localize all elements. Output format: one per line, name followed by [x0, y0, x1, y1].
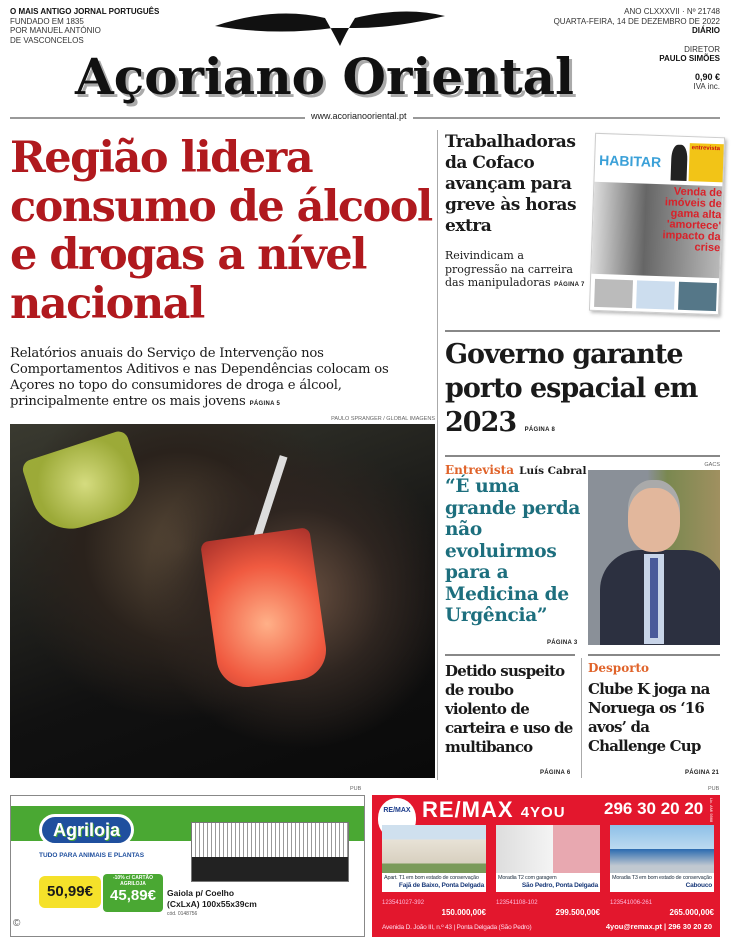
- founder-line-2: DE VASCONCELOS: [10, 35, 84, 45]
- product-dims: (CxLxA) 100x55x39cm: [167, 899, 257, 909]
- copyright-icon: ©: [13, 918, 21, 929]
- ad-label: PUB: [708, 786, 720, 792]
- director-name: PAULO SIMÕES: [659, 54, 720, 63]
- page-ref: PÁGINA 7: [554, 282, 585, 288]
- section-divider: [445, 654, 575, 656]
- agriloja-slogan: TUDO PARA ANIMAIS E PLANTAS: [39, 852, 145, 859]
- founded: FUNDADO EM 1835: [10, 16, 84, 26]
- robbery-headline[interactable]: Detido suspeito de roubo violento de carteira e uso de multibanco: [445, 662, 573, 756]
- space-port-headline[interactable]: [445, 338, 720, 447]
- cover-price: 0,90 €: [694, 71, 720, 82]
- supplement-thumb: [678, 282, 717, 311]
- sport-headline[interactable]: Clube K joga na Noruega os ‘16 avos’ da Challenge Cup: [588, 680, 710, 755]
- listing-ref: 123541108-102: [496, 900, 538, 906]
- cage-image: [191, 822, 349, 882]
- space-port-headline-text: Governo garante porto espacial em 2023: [445, 339, 698, 438]
- interview-quote[interactable]: “É uma grande perda não evoluirmos para a Medicina de Urgência”: [445, 476, 581, 626]
- card-price: 45,89€: [110, 887, 156, 904]
- cofaco-headline[interactable]: Trabalhadoras da Cofaco avançam para greve às horas extra: [445, 132, 577, 236]
- listing-photo: [382, 825, 486, 873]
- brand: RE/MAX: [422, 797, 514, 822]
- listing-price: 299.500,00€: [555, 908, 600, 917]
- main-lead: [10, 346, 435, 412]
- drink-cup-red: [200, 527, 330, 691]
- listing-location: Fajã de Baixo, Ponta Delgada: [398, 882, 484, 889]
- section-divider: [445, 455, 720, 457]
- interviewee-name: Luís Cabral: [519, 465, 587, 477]
- main-photo: [10, 424, 435, 778]
- founder-line-1: POR MANUEL ANTÓNIO: [10, 26, 101, 35]
- listing-desc: Moradia T2 com garagem: [498, 875, 557, 881]
- page-ref: PÁGINA 3: [547, 640, 578, 646]
- listing-location: Cabouco: [685, 882, 712, 889]
- tie: [650, 558, 658, 638]
- remax-address: Avenida D. João III, n.º 43 | Ponta Delgada (São Pedro): [382, 924, 532, 931]
- issue-number: ANO CLXXXVII · Nº 21748: [624, 7, 720, 16]
- page-ref: PÁGINA 6: [540, 770, 571, 776]
- column-divider: [581, 658, 582, 778]
- interviewee-photo: [588, 470, 720, 645]
- regular-price: 50,99€: [39, 876, 101, 908]
- supplement-headline: Venda de imóveis de gama alta 'amortece' impacto da crise: [662, 185, 723, 255]
- drink-cup-green: [20, 429, 149, 539]
- remax-phone[interactable]: 296 30 20 20: [604, 799, 704, 818]
- supplement-thumb: [636, 280, 675, 309]
- section-divider: [588, 654, 720, 656]
- frequency: DIÁRIO: [692, 26, 720, 35]
- agriloja-ad[interactable]: [10, 795, 365, 937]
- director-label: DIRETOR: [684, 44, 720, 54]
- remax-balloon-icon: RE/MAX: [378, 798, 416, 838]
- section-divider: [445, 330, 720, 332]
- listing-location: São Pedro, Ponta Delgada: [521, 882, 598, 889]
- listing-caption: [610, 873, 714, 892]
- brand-suffix: 4YOU: [520, 804, 566, 821]
- vat-note: IVA inc.: [693, 82, 720, 91]
- supplement-tag: entrevista: [689, 143, 726, 182]
- listing-caption: [496, 873, 600, 892]
- cofaco-summary-text: Reivindicam a progressão na carreira das manipuladoras: [445, 249, 573, 289]
- listing-desc: Apart. T1 em bom estado de conservação: [384, 875, 479, 881]
- photo-credit: PAULO SPRANGER / GLOBAL IMAGENS: [331, 416, 435, 422]
- main-headline[interactable]: Região lidera consumo de álcool e drogas a nível nacional: [10, 133, 432, 329]
- remax-ad[interactable]: [372, 795, 720, 937]
- listing-price: 265.000,00€: [669, 908, 714, 917]
- card-label: -10% c/ CARTÃO AGRILOJA: [112, 875, 153, 887]
- agriloja-logo: Agriloja: [39, 814, 134, 846]
- listing-desc: Moradia T3 em bom estado de conservação: [612, 875, 712, 881]
- ad-label: PUB: [350, 786, 362, 792]
- interview-tag: Entrevista: [445, 463, 514, 477]
- listing-price: 150.000,00€: [441, 908, 486, 917]
- head: [628, 488, 680, 552]
- listing-photo: [610, 825, 714, 873]
- main-story: [10, 134, 435, 778]
- header-left: [10, 7, 159, 45]
- habitar-supplement[interactable]: [589, 133, 725, 315]
- cofaco-story: [445, 132, 587, 327]
- cofaco-summary: [445, 249, 587, 293]
- issue-date: QUARTA-FEIRA, 14 DE DEZEMBRO DE 2022: [553, 16, 720, 26]
- page-ref: PÁGINA 5: [249, 401, 281, 407]
- card-price-box: [103, 874, 163, 912]
- header-right: [554, 7, 720, 92]
- license: Lic. AMI 9568: [709, 798, 714, 823]
- eagle-icon: [215, 6, 445, 46]
- product-name: Gaiola p/ Coelho: [167, 888, 235, 898]
- product-code: cód. 0148756: [167, 911, 198, 917]
- listing-ref: 123541027-392: [382, 900, 425, 906]
- photo-credit: GACS: [704, 462, 720, 468]
- supplement-portrait: [671, 144, 688, 181]
- page-ref: PÁGINA 21: [685, 770, 720, 776]
- listing-photo: [496, 825, 600, 873]
- page-ref: PÁGINA 8: [524, 427, 556, 433]
- sport-tag: Desporto: [588, 661, 650, 675]
- listing-ref: 123541006-261: [610, 900, 653, 906]
- tagline: O MAIS ANTIGO JORNAL PORTUGUÊS: [10, 7, 160, 16]
- masthead-logo: Açoriano Oriental: [75, 47, 574, 106]
- column-divider: [437, 130, 438, 780]
- remax-brand: [422, 797, 566, 826]
- website-link[interactable]: www.acorianooriental.pt: [305, 111, 413, 121]
- listing-caption: [382, 873, 486, 892]
- lead-text: Relatórios anuais do Serviço de Intervenção nos Comportamentos Aditivos e nas Dependências colocam os Açores no topo do consumidores de droga e álcool, principalmente entre os mais jovens: [10, 346, 389, 409]
- supplement-thumb: [594, 279, 633, 308]
- remax-contact[interactable]: 4you@remax.pt | 296 30 20 20: [605, 922, 712, 931]
- supplement-title: HABITAR: [598, 151, 662, 171]
